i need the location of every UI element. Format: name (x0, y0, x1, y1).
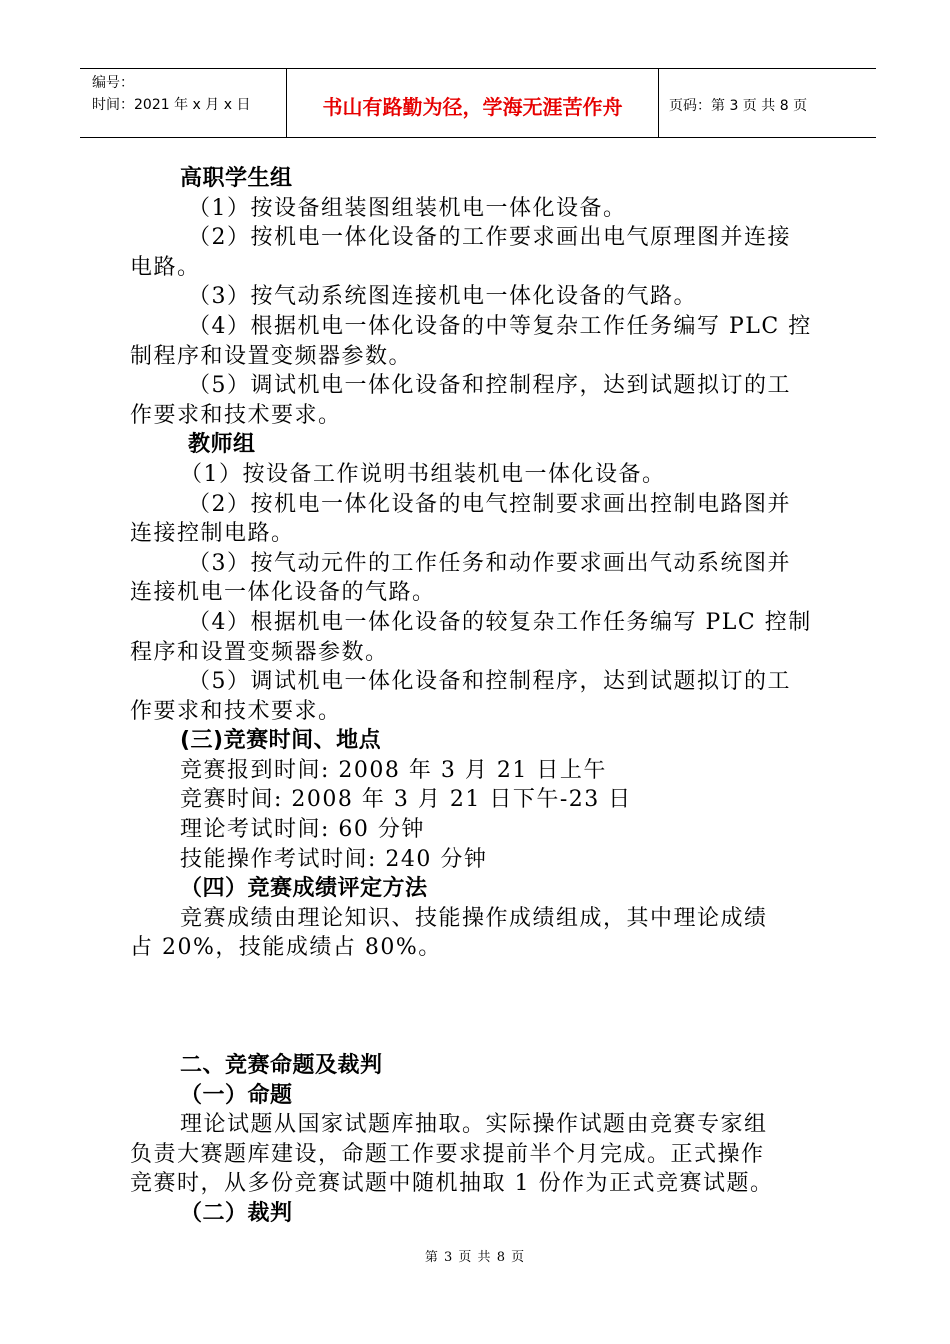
paragraph-line: 作要求和技术要求。 (130, 698, 342, 724)
paragraph-line: （5）调试机电一体化设备和控制程序，达到试题拟订的工 (188, 373, 791, 399)
paragraph-line: （2）按机电一体化设备的电气控制要求画出控制电路图并 (188, 491, 791, 517)
document-body (130, 164, 830, 1229)
subheading-referee: （二）裁判 (180, 1201, 293, 1226)
paragraph-line: 连接机电一体化设备的气路。 (130, 580, 436, 606)
header-motto: 书山有路勤为径，学海无涯苦作舟 (287, 69, 659, 137)
paragraph-line: 理论试题从国家试题库抽取。实际操作试题由竞赛专家组 (180, 1112, 768, 1138)
paragraph-line: 制程序和设置变频器参数。 (130, 343, 413, 369)
paragraph-line: （1）按设备工作说明书组装机电一体化设备。 (180, 461, 666, 487)
section-gap (130, 963, 830, 1051)
subheading-vocational-group: 高职学生组 (180, 166, 293, 191)
paragraph-line: 技能操作考试时间: 240 分钟 (180, 846, 488, 872)
doc-number-label: 编号： (92, 75, 134, 91)
paragraph-line: 竞赛时间: 2008 年 3 月 21 日下午-23 日 (180, 787, 632, 813)
paragraph-line: （4）根据机电一体化设备的中等复杂工作任务编写 PLC 控 (188, 313, 812, 339)
paragraph-line: 电路。 (130, 254, 201, 280)
paragraph-line: 程序和设置变频器参数。 (130, 639, 389, 665)
doc-time-label: 时间：2021 年 x 月 x 日 (92, 97, 251, 113)
header-page-info: 页码：第 3 页 共 8 页 (669, 98, 808, 114)
paragraph-line: 竞赛报到时间: 2008 年 3 月 21 日上午 (180, 757, 607, 783)
paragraph-line: （4）根据机电一体化设备的较复杂工作任务编写 PLC 控制 (188, 609, 812, 635)
section-heading-proposition-referee: 二、竞赛命题及裁判 (180, 1053, 383, 1079)
paragraph-line: 占 20%，技能成绩占 80%。 (130, 935, 442, 961)
paragraph-line: （5）调试机电一体化设备和控制程序，达到试题拟订的工 (188, 669, 791, 695)
page-footer: 第 3 页 共 8 页 (424, 1250, 526, 1265)
subheading-teacher-group: 教师组 (188, 432, 256, 458)
paragraph-line: （3）按气动元件的工作任务和动作要求画出气动系统图并 (188, 550, 791, 576)
section-heading-scoring: （四）竞赛成绩评定方法 (180, 876, 428, 902)
subheading-proposition: （一）命题 (180, 1082, 293, 1108)
paragraph-line: 负责大赛题库建设，命题工作要求提前半个月完成。正式操作 (130, 1141, 765, 1167)
paragraph-line: 作要求和技术要求。 (130, 402, 342, 428)
page-header (80, 68, 876, 138)
paragraph-line: 连接控制电路。 (130, 521, 295, 547)
paragraph-line: 竞赛成绩由理论知识、技能操作成绩组成，其中理论成绩 (180, 905, 768, 931)
header-meta (80, 69, 287, 137)
paragraph-line: 竞赛时，从多份竞赛试题中随机抽取 1 份作为正式竞赛试题。 (130, 1171, 774, 1197)
paragraph-line: （3）按气动系统图连接机电一体化设备的气路。 (188, 284, 697, 310)
paragraph-line: 理论考试时间: 60 分钟 (180, 817, 425, 843)
section-heading-time-place: (三)竞赛时间、地点 (180, 728, 382, 754)
paragraph-line: （1）按设备组装图组装机电一体化设备。 (188, 195, 627, 221)
paragraph-line: （2）按机电一体化设备的工作要求画出电气原理图并连接 (188, 225, 791, 251)
